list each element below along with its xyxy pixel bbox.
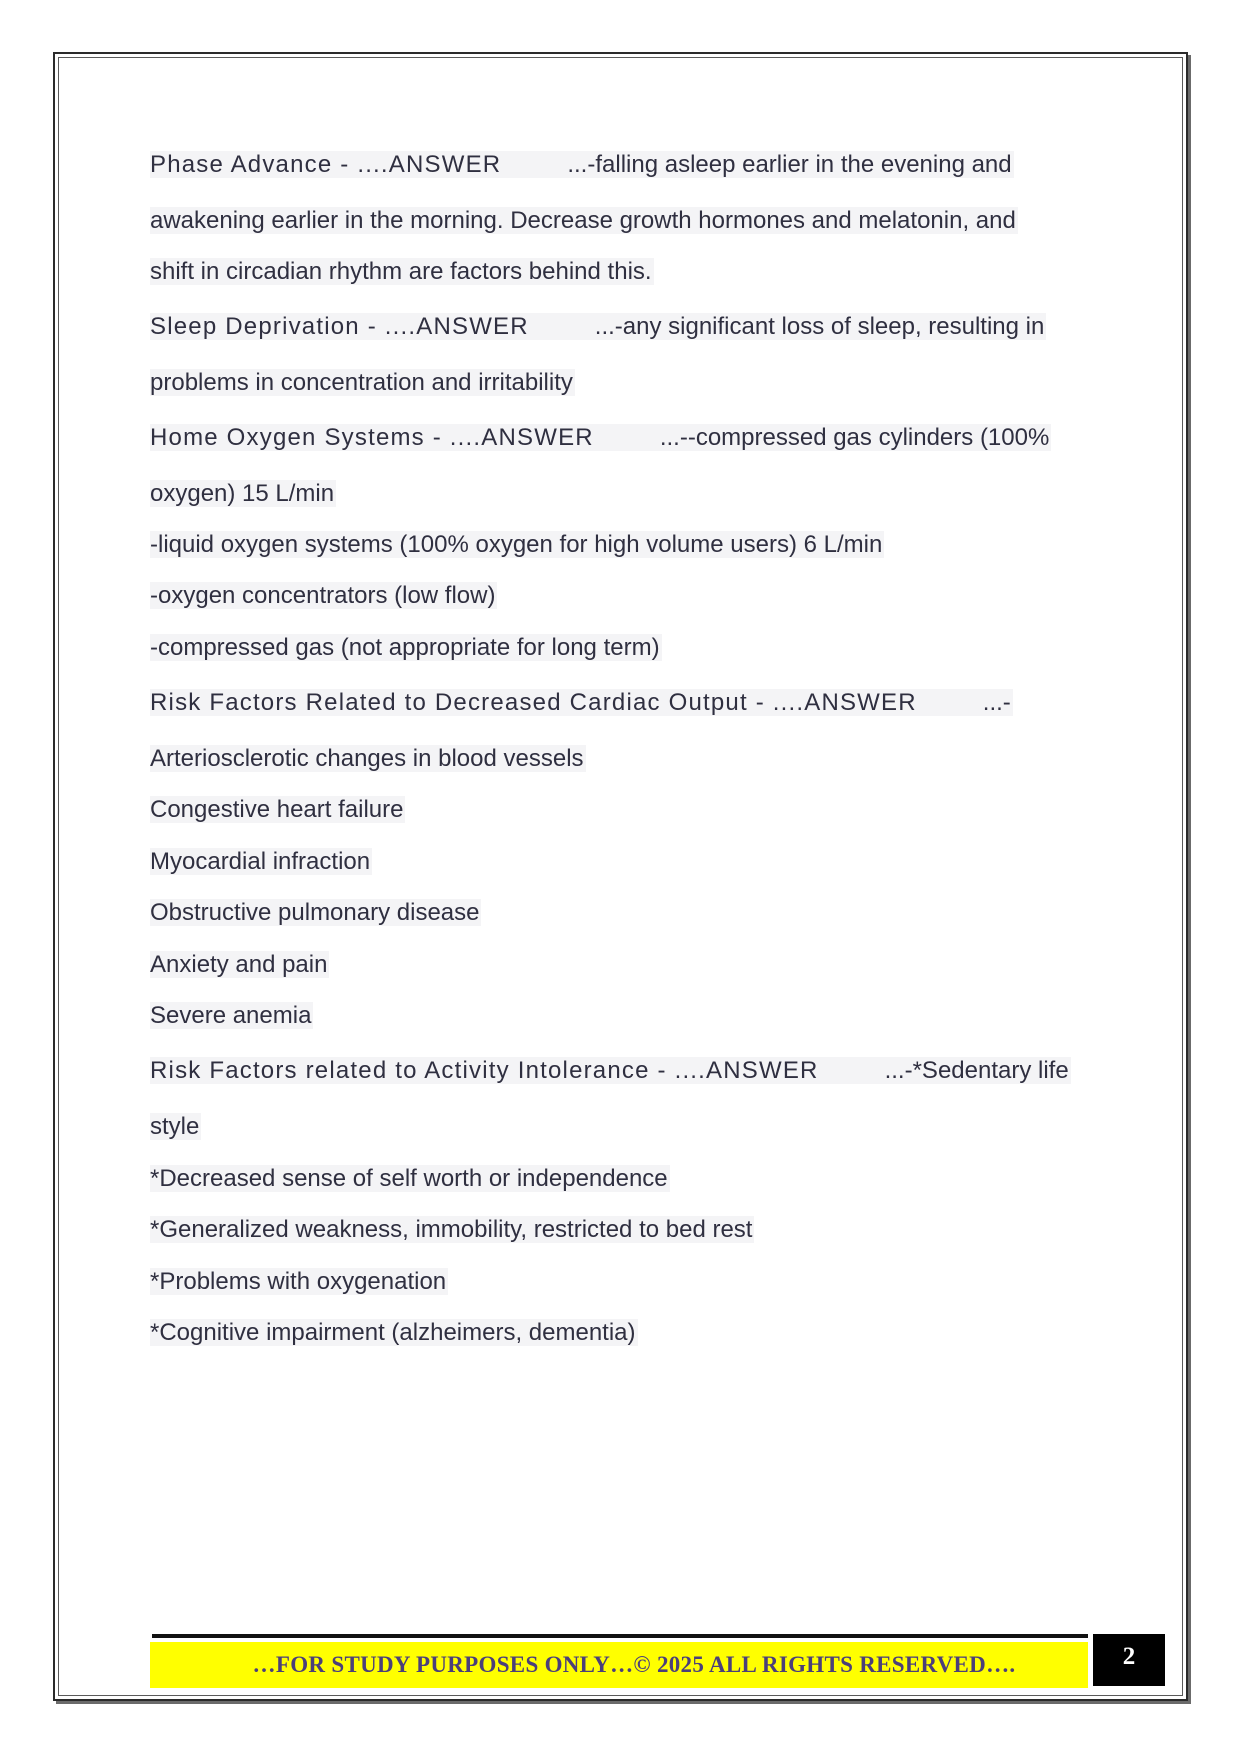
answer-text: ...-*Sedentary life: [884, 1057, 1069, 1084]
entry-line: [150, 1110, 201, 1144]
answer-text: Congestive heart failure: [150, 796, 404, 823]
answer-text: Myocardial infraction: [150, 848, 371, 875]
answer-text: ...--compressed gas cylinders (100%: [659, 424, 1050, 451]
entry-line: [150, 421, 1051, 455]
term-label: Phase Advance - ....ANSWER: [150, 151, 502, 178]
answer-text: ...-any significant loss of sleep, resulting in: [594, 313, 1045, 340]
term-label: Risk Factors related to Activity Intolerance - ....ANSWER: [150, 1057, 819, 1084]
entry-line: [150, 477, 336, 511]
entry-line: [150, 366, 575, 400]
entry-line: [150, 948, 329, 982]
footer-banner: [150, 1642, 1088, 1688]
entry-line: [150, 528, 884, 562]
answer-text: ...-falling asleep earlier in the evening and: [567, 151, 1012, 178]
entry-line: [150, 579, 497, 613]
entry-line: [150, 148, 1014, 182]
footer-notice: …FOR STUDY PURPOSES ONLY…© 2025 ALL RIGHTS RESERVED….: [252, 1652, 1016, 1677]
answer-text: -liquid oxygen systems (100% oxygen for high volume users) 6 L/min: [150, 531, 883, 558]
answer-text: *Cognitive impairment (alzheimers, dementia): [150, 1319, 636, 1346]
entry-line: [150, 204, 1018, 238]
answer-text: shift in circadian rhythm are factors behind this.: [150, 258, 652, 285]
entry-line: [150, 742, 586, 776]
entry-line: [150, 1265, 448, 1299]
entry-line: [150, 845, 372, 879]
term-label: Home Oxygen Systems - ....ANSWER: [150, 424, 594, 451]
answer-text: ...-: [982, 689, 1011, 716]
answer-text: style: [150, 1113, 200, 1140]
answer-text: awakening earlier in the morning. Decrease growth hormones and melatonin, and: [150, 207, 1016, 234]
entry-line: [150, 1213, 754, 1247]
page-number: 2: [1122, 1643, 1136, 1670]
entry-line: [150, 1054, 1071, 1088]
entry-line: [150, 896, 481, 930]
entry-line: [150, 1162, 670, 1196]
entry-line: [150, 255, 654, 289]
answer-text: problems in concentration and irritability: [150, 369, 573, 396]
answer-text: *Decreased sense of self worth or independence: [150, 1165, 668, 1192]
entry-line: [150, 310, 1046, 344]
term-label: Risk Factors Related to Decreased Cardiac Output - ....ANSWER: [150, 689, 917, 716]
footer-rule: [152, 1634, 1088, 1638]
answer-text: oxygen) 15 L/min: [150, 480, 335, 507]
answer-text: *Problems with oxygenation: [150, 1268, 447, 1295]
entry-line: [150, 793, 405, 827]
answer-text: Anxiety and pain: [150, 951, 328, 978]
answer-text: -oxygen concentrators (low flow): [150, 582, 496, 609]
answer-text: Arteriosclerotic changes in blood vessels: [150, 745, 584, 772]
answer-text: Obstructive pulmonary disease: [150, 899, 480, 926]
entry-line: [150, 1316, 638, 1350]
page-number-box: [1093, 1634, 1165, 1686]
entry-line: [150, 686, 1013, 720]
answer-text: Severe anemia: [150, 1002, 312, 1029]
answer-text: -compressed gas (not appropriate for long term): [150, 634, 660, 661]
entry-line: [150, 999, 313, 1033]
answer-text: *Generalized weakness, immobility, restricted to bed rest: [150, 1216, 753, 1243]
term-label: Sleep Deprivation - ....ANSWER: [150, 313, 529, 340]
entry-line: [150, 631, 662, 665]
